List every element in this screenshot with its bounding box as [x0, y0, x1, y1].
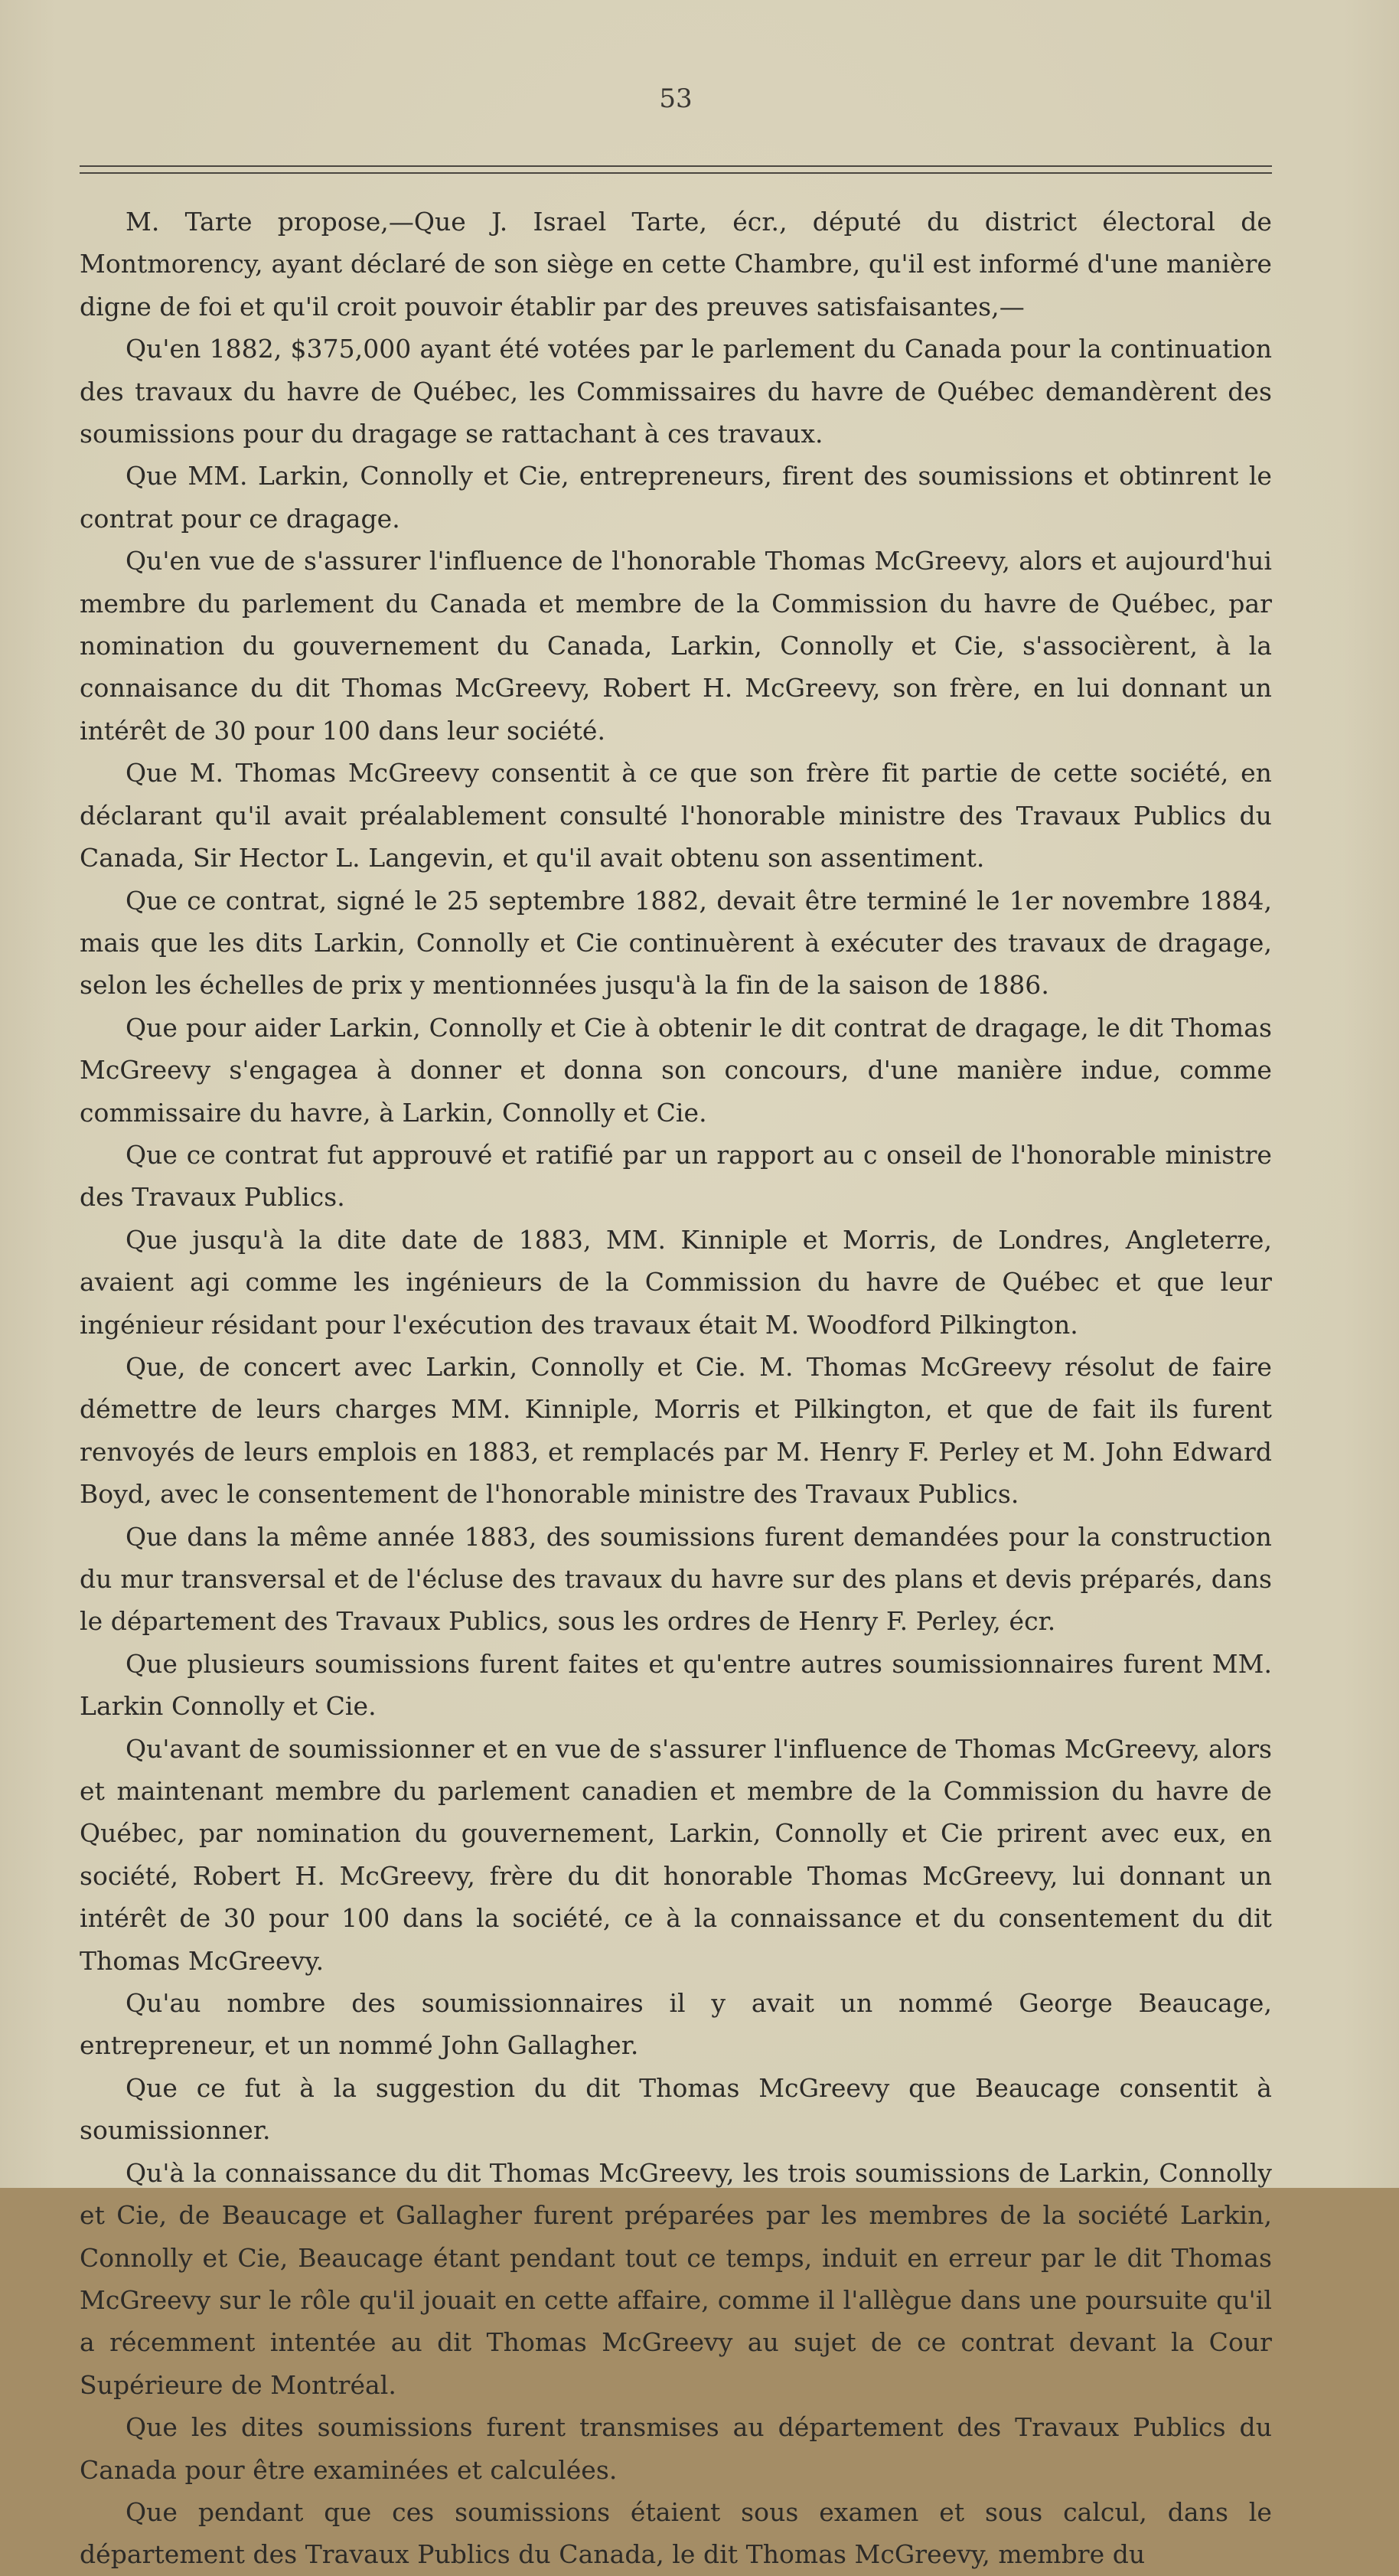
- header-rule-bottom: [80, 172, 1272, 174]
- paragraph: Qu'au nombre des soumissionnaires il y avait un nommé George Beaucage, entrepreneur, et un nommé John Gallagher.: [80, 1988, 1272, 2061]
- paragraph: Que les dites soumissions furent transmises au département des Travaux Publics du Canada pour être examinées et calculées.: [80, 2412, 1272, 2485]
- paragraph: Que ce fut à la suggestion du dit Thomas McGreevy que Beaucage consentit à soumissionner.: [80, 2072, 1272, 2146]
- paragraph: Qu'en vue de s'assurer l'influence de l'honorable Thomas McGreevy, alors et aujourd'hui membre du parlement du Canada et membre de la Commission du havre de Québec, par nomination du gouvernement du Canada, Larkin, Connolly et Cie, s'associèrent, à la connaisance du dit Thomas McGreevy, Robert H. McGreevy, son frère, en lui donnant un intérêt de 30 pour 100 dans leur société.: [80, 546, 1272, 746]
- paragraph: Qu'en 1882, $375,000 ayant été votées par le parlement du Canada pour la continuation des travaux du havre de Québec, les Commissaires du havre de Québec demandèrent des soumissions pour du dragage se rattachant à ces travaux.: [80, 334, 1272, 449]
- paragraph: Que M. Thomas McGreevy consentit à ce que son frère fit partie de cette société, en déclarant qu'il avait préalablement consulté l'honorable ministre des Travaux Publics du Canada, Sir Hector L. Langevin, et qu'il avait obtenu son assentiment.: [80, 758, 1272, 873]
- paragraph: Que MM. Larkin, Connolly et Cie, entrepreneurs, firent des soumissions et obtinrent le contrat pour ce dragage.: [80, 461, 1272, 534]
- body-text: [80, 201, 1272, 2576]
- paragraph: Que, de concert avec Larkin, Connolly et Cie. M. Thomas McGreevy résolut de faire démettre de leurs charges MM. Kinniple, Morris et Pilkington, et que de fait ils furent renvoyés de leurs emplois en 1883, et remplacés par M. Henry F. Perley et M. John Edward Boyd, avec le consentement de l'honorable ministre des Travaux Publics.: [80, 1351, 1272, 1510]
- paragraph: Que plusieurs soumissions furent faites et qu'entre autres soumissionnaires furent MM. Larkin Connolly et Cie.: [80, 1648, 1272, 1722]
- paragraph: Que jusqu'à la dite date de 1883, MM. Kinniple et Morris, de Londres, Angleterre, avaient agi comme les ingénieurs de la Commission du havre de Québec et que leur ingénieur résidant pour l'exécution des travaux était M. Woodford Pilkington.: [80, 1224, 1272, 1340]
- header-rule-top: [80, 165, 1272, 167]
- paragraph: Que pour aider Larkin, Connolly et Cie à obtenir le dit contrat de dragage, le dit Thomas McGreevy s'engagea à donner et donna son concours, d'une manière indue, comme commissaire du havre, à Larkin, Connolly et Cie.: [80, 1012, 1272, 1128]
- paragraph: Que ce contrat, signé le 25 septembre 1882, devait être terminé le 1er novembre 1884, mais que les dits Larkin, Connolly et Cie continuèrent à exécuter des travaux de dragage, selon les échelles de prix y mentionnées jusqu'à la fin de la saison de 1886.: [80, 885, 1272, 1001]
- paragraph: Que ce contrat fut approuvé et ratifié par un rapport au c onseil de l'honorable ministre des Travaux Publics.: [80, 1139, 1272, 1213]
- paragraph: Qu'à la connaissance du dit Thomas McGreevy, les trois soumissions de Larkin, Connolly et Cie, de Beaucage et Gallagher furent préparées par les membres de la société Larkin, Connolly et Cie, Beaucage étant pendant tout ce temps, induit en erreur par le dit Thomas McGreevy sur le rôle qu'il jouait en cette affaire, comme il l'allègue dans une poursuite qu'il a récemment intentée au dit Thomas McGreevy au sujet de ce contrat devant la Cour Supérieure de Montréal.: [80, 2157, 1272, 2400]
- page-number: 53: [659, 83, 693, 114]
- paragraph: Que dans la même année 1883, des soumissions furent demandées pour la construction du mur transversal et de l'écluse des travaux du havre sur des plans et devis préparés, dans le département des Travaux Publics, sous les ordres de Henry F. Perley, écr.: [80, 1521, 1272, 1637]
- paragraph: Qu'avant de soumissionner et en vue de s'assurer l'influence de Thomas McGreevy, alors et maintenant membre du parlement canadien et membre de la Commission du havre de Québec, par nomination du gouvernement, Larkin, Connolly et Cie prirent avec eux, en société, Robert H. McGreevy, frère du dit honorable Thomas McGreevy, lui donnant un intérêt de 30 pour 100 dans la société, ce à la connaissance et du consentement du dit Thomas McGreevy.: [80, 1733, 1272, 1976]
- paragraph: Que pendant que ces soumissions étaient sous examen et sous calcul, dans le département des Travaux Publics du Canada, le dit Thomas McGreevy, membre du: [80, 2496, 1272, 2570]
- paragraph: M. Tarte propose,—Que J. Israel Tarte, écr., député du district électoral de Montmorency, ayant déclaré de son siège en cette Chambre, qu'il est informé d'une manière digne de foi et qu'il croit pouvoir établir par des preuves satisfaisantes,—: [80, 207, 1272, 322]
